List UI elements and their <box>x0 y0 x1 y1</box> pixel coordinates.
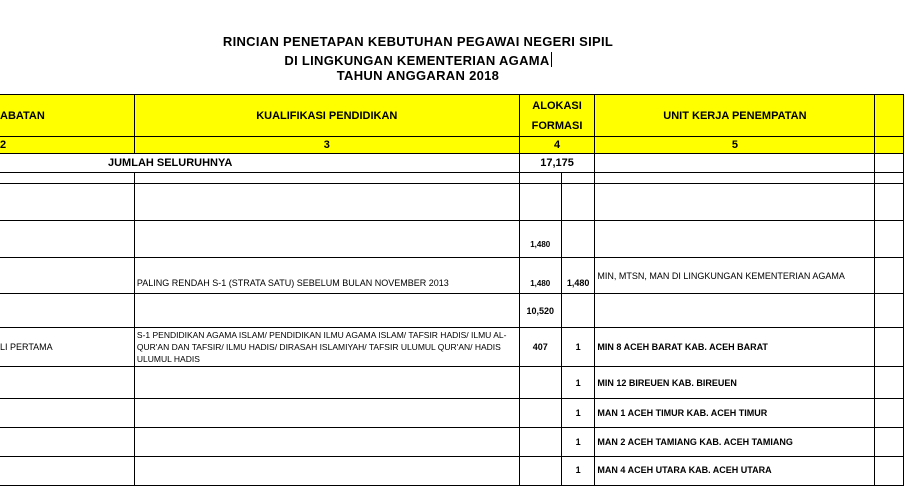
cell <box>561 173 595 184</box>
alokasi-cell <box>561 294 595 328</box>
kualifikasi-cell: PALING RENDAH S-1 (STRATA SATU) SEBELUM BULAN NOVEMBER 2013 <box>134 258 519 294</box>
col-num-2: 2 <box>0 137 134 154</box>
table-row <box>0 428 904 457</box>
col-num-3: 3 <box>134 137 519 154</box>
cell <box>134 184 519 221</box>
subtotal-cell <box>519 457 561 486</box>
table-row <box>0 221 904 258</box>
jabatan-cell <box>0 399 134 428</box>
alokasi-cell: 1 <box>561 457 595 486</box>
title-line-3: TAHUN ANGGARAN 2018 <box>336 68 500 83</box>
alokasi-cell: 1 <box>561 328 595 367</box>
jabatan-cell <box>0 457 134 486</box>
table-row <box>0 258 904 294</box>
kualifikasi-cell <box>134 367 519 399</box>
subtotal-cell: 10,520 <box>519 294 561 328</box>
title-line-1: RINCIAN PENETAPAN KEBUTUHAN PEGAWAI NEGERI SIPIL <box>222 34 614 49</box>
col-num-4: 4 <box>519 137 595 154</box>
header-alokasi: ALOKASI FORMASI <box>519 95 595 137</box>
subtotal-cell: 1,480 <box>519 258 561 294</box>
alokasi-cell: 1 <box>561 367 595 399</box>
col-num-extra <box>875 137 904 154</box>
title-line-2-text: DI LINGKUNGAN KEMENTERIAN AGAMA <box>284 53 550 68</box>
cell <box>595 184 875 221</box>
cell <box>875 258 904 294</box>
table-row <box>0 328 904 367</box>
cell <box>0 173 134 184</box>
cell <box>595 173 875 184</box>
jabatan-cell: LI PERTAMA <box>0 328 134 367</box>
cell <box>875 367 904 399</box>
cell <box>561 184 595 221</box>
unit-cell: MIN, MTSN, MAN DI LINGKUNGAN KEMENTERIAN AGAMA <box>595 258 875 294</box>
alokasi-cell: 1,480 <box>561 258 595 294</box>
kualifikasi-cell <box>134 399 519 428</box>
jabatan-cell <box>0 367 134 399</box>
header-jabatan: ABATAN <box>0 95 134 137</box>
jabatan-cell <box>0 221 134 258</box>
unit-cell: MIN 12 BIREUEN KAB. BIREUEN <box>595 367 875 399</box>
cell <box>519 173 561 184</box>
jabatan-cell <box>0 428 134 457</box>
cell <box>875 457 904 486</box>
unit-cell: MAN 4 ACEH UTARA KAB. ACEH UTARA <box>595 457 875 486</box>
formation-table <box>0 94 904 486</box>
unit-cell <box>595 294 875 328</box>
unit-cell: MAN 2 ACEH TAMIANG KAB. ACEH TAMIANG <box>595 428 875 457</box>
table-row <box>0 399 904 428</box>
text-cursor <box>551 52 552 67</box>
jabatan-cell <box>0 294 134 328</box>
cell <box>875 154 904 173</box>
total-value: 17,175 <box>519 154 595 173</box>
col-num-5: 5 <box>595 137 875 154</box>
cell <box>875 328 904 367</box>
cell <box>875 184 904 221</box>
alokasi-cell <box>561 221 595 258</box>
cell <box>0 184 134 221</box>
table-row <box>0 294 904 328</box>
subtotal-cell: 407 <box>519 328 561 367</box>
cell <box>875 399 904 428</box>
table-row <box>0 367 904 399</box>
kualifikasi-cell <box>134 457 519 486</box>
unit-cell: MAN 1 ACEH TIMUR KAB. ACEH TIMUR <box>595 399 875 428</box>
total-label: JUMLAH SELURUHNYA <box>0 154 519 173</box>
cell <box>134 173 519 184</box>
cell <box>519 184 561 221</box>
subtotal-cell <box>519 367 561 399</box>
cell <box>875 221 904 258</box>
alokasi-cell: 1 <box>561 399 595 428</box>
cell <box>595 154 875 173</box>
cell <box>875 173 904 184</box>
unit-cell <box>595 221 875 258</box>
title-line-2[interactable] <box>0 52 836 68</box>
header-extra <box>875 95 904 137</box>
cell <box>875 428 904 457</box>
subtotal-cell: 1,480 <box>519 221 561 258</box>
table-row <box>0 457 904 486</box>
kualifikasi-cell: S-1 PENDIDIKAN AGAMA ISLAM/ PENDIDIKAN ILMU AGAMA ISLAM/ TAFSIR HADIS/ ILMU AL-QUR'AN DAN TAFSIR/ ILMU HADIS/ DIRASAH ISLAMIYAH/ TAFSIR ULUMUL QUR'AN/ HADIS ULUMUL HADIS <box>134 328 519 367</box>
unit-cell: MIN 8 ACEH BARAT KAB. ACEH BARAT <box>595 328 875 367</box>
alokasi-cell: 1 <box>561 428 595 457</box>
cell <box>875 294 904 328</box>
kualifikasi-cell <box>134 294 519 328</box>
subtotal-cell <box>519 428 561 457</box>
kualifikasi-cell <box>134 221 519 258</box>
jabatan-cell <box>0 258 134 294</box>
header-kualifikasi: KUALIFIKASI PENDIDIKAN <box>134 95 519 137</box>
header-unit: UNIT KERJA PENEMPATAN <box>595 95 875 137</box>
subtotal-cell <box>519 399 561 428</box>
kualifikasi-cell <box>134 428 519 457</box>
